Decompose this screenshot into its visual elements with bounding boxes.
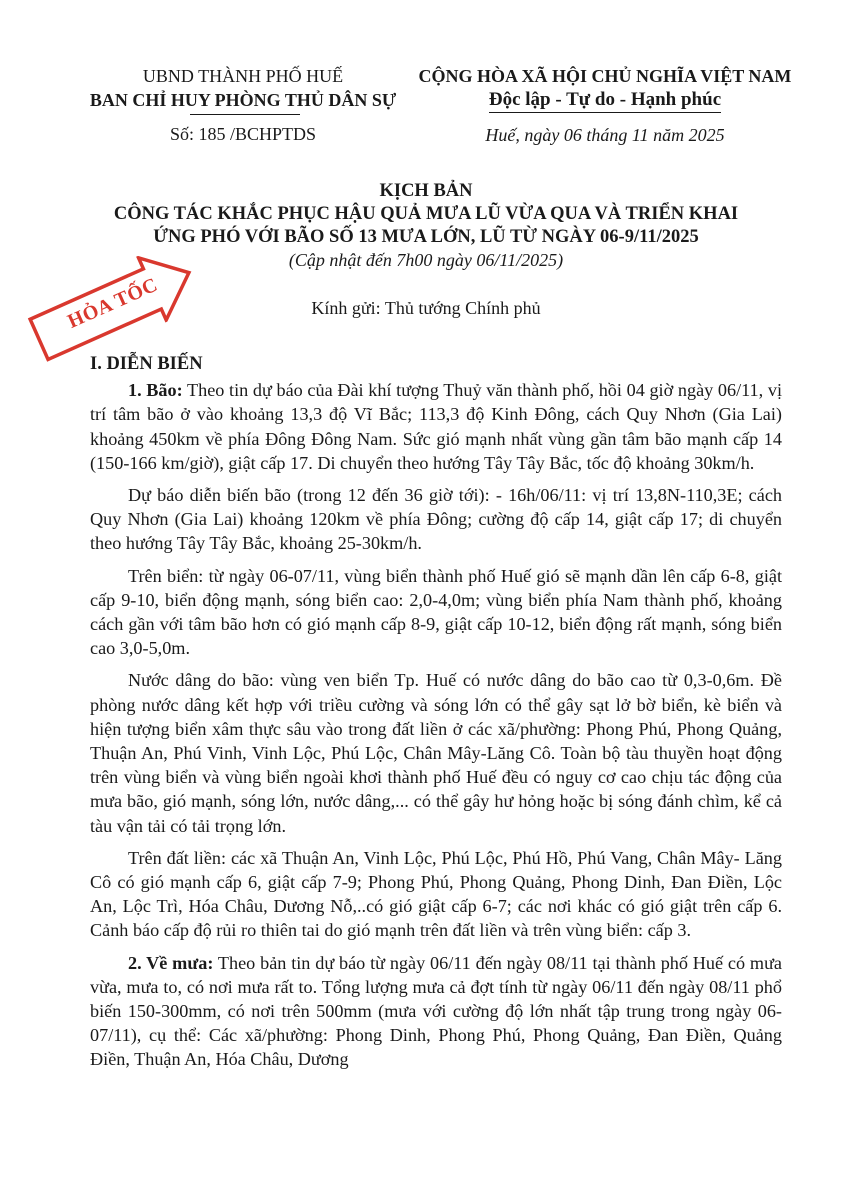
paragraph-lead: 2. Về mưa: [128,952,214,973]
section-heading: I. DIỄN BIẾN [90,354,203,374]
paragraph-forecast: Dự báo diễn biến bão (trong 12 đến 36 giờ tới): - 16h/06/11: vị trí 13,8N-110,3E; cách Quy Nhơn (Gia Lai) khoảng 120km về phía Đông; cường độ cấp 14, giật cấp 17; di chuyển theo hướng Tây Tây Bắc, khoảng 25-30km/h. [90,485,782,554]
national-header [400,64,810,147]
paragraph-text: Theo tin dự báo của Đài khí tượng Thuỷ văn thành phố, hồi 04 giờ ngày 06/11, vị trí tâm bão ở vào khoảng 13,3 độ Vĩ Bắc; 113,3 độ Kinh Đông, cách Quy Nhơn (Gia Lai) khoảng 450km về phía Đông Đông Nam. Sức gió mạnh nhất vùng gần tâm bão mạnh cấp 14 (150-166 km/giờ), giật cấp 17. Di chuyển theo hướng Tây Tây Bắc, tốc độ khoảng 30km/h. [90,380,783,473]
document-title-line-1: CÔNG TÁC KHẮC PHỤC HẬU QUẢ MƯA LŨ VỪA QUA VÀ TRIỂN KHAI [113,204,739,224]
paragraph-land: Trên đất liền: các xã Thuận An, Vinh Lộc, Phú Lộc, Phú Hồ, Phú Vang, Chân Mây- Lăng Cô có gió mạnh cấp 6, giật cấp 7-9; Phong Phú, Phong Quảng, Phong Dinh, Đan Điền, Lộc An, Lộc Trì, Hóa Châu, Dương Nỗ,..có gió giật cấp 6-7; các nơi khác có gió giật trên cấp 6. Cảnh báo cấp độ rủi ro thiên tai do gió mạnh trên đất liền và trên vùng biển: cấp 3. [90,847,782,941]
issuer-org: BAN CHỈ HUY PHÒNG THỦ DÂN SỰ [89,90,397,110]
recipient-line: Kính gửi: Thủ tướng Chính phủ [311,298,541,318]
document-date: Huế, ngày 06 tháng 11 năm 2025 [485,125,725,145]
national-motto: Độc lập - Tự do - Hạnh phúc [489,88,721,113]
paragraph-rain [90,951,782,1072]
paragraph-text: Theo bản tin dự báo từ ngày 06/11 đến ngày 08/11 tại thành phố Huế có mưa vừa, mưa to, có nơi mưa rất to. Tổng lượng mưa cả đợt tính từ ngày 06/11 đến ngày 08/11 phổ biến 150-300mm, có nơi trên 500mm (mưa với cường độ lớn nhất tập trung trong ngày 06-07/11), cụ thể: Các xã/phường: Phong Dinh, Phong Phú, Phong Quảng, Đan Điền, Quảng Điền, Thuận An, Hóa Châu, Dương [90,952,783,1070]
update-note: (Cập nhật đến 7h00 ngày 06/11/2025) [288,250,564,270]
paragraph-storm [90,378,782,475]
stamp-text: HỎA TỐC [64,273,162,333]
paragraph-sea: Trên biển: từ ngày 06-07/11, vùng biển thành phố Huế gió sẽ mạnh dần lên cấp 6-8, giật cấp 9-10, biển động mạnh, sóng biển cao: 2,0-4,0m; vùng biển phía Nam thành phố, khoảng cách gần với tâm bão hơn có gió mạnh cấp 8-9, giật cấp 10-12, biển động rất mạnh, sóng biển cao 3,0-5,0m. [90,565,782,659]
document-number: Số: 185 /BCHPTDS [169,124,317,144]
issuer-header [78,64,408,146]
paragraph-surge: Nước dâng do bão: vùng ven biển Tp. Huế có nước dâng do bão cao từ 0,3-0,6m. Đề phòng nước dâng kết hợp với triều cường và sóng lớn có thể gây sạt lở bờ biển, kè biển và hiện tượng biển xâm thực sâu vào trong đất liền ở các xã/phường: Phong Phú, Phong Quảng, Thuận An, Phú Vinh, Vinh Lộc, Phú Lộc, Chân Mây-Lăng Cô. Toàn bộ tàu thuyền hoạt động trên vùng biển và vùng biển ngoài khơi thành phố Huế đều có nguy cơ cao chịu tác động của mưa bão, gió mạnh, sóng lớn, nước dâng,... có thể gây hư hỏng hoặc bị sóng đánh chìm, kể cả tàu vận tải có tải trọng lớn. [90,670,782,836]
document-body [90,352,782,1080]
national-title: CỘNG HÒA XÃ HỘI CHỦ NGHĨA VIỆT NAM [418,66,792,86]
issuer-parent-org: UBND THÀNH PHỐ HUẾ [142,66,344,86]
document-type: KỊCH BẢN [379,181,473,201]
paragraph-lead: 1. Bão: [128,380,183,401]
issuer-underline [190,114,300,115]
document-title-line-2: ỨNG PHÓ VỚI BÃO SỐ 13 MƯA LỚN, LŨ TỪ NGÀY 06-9/11/2025 [153,227,699,247]
